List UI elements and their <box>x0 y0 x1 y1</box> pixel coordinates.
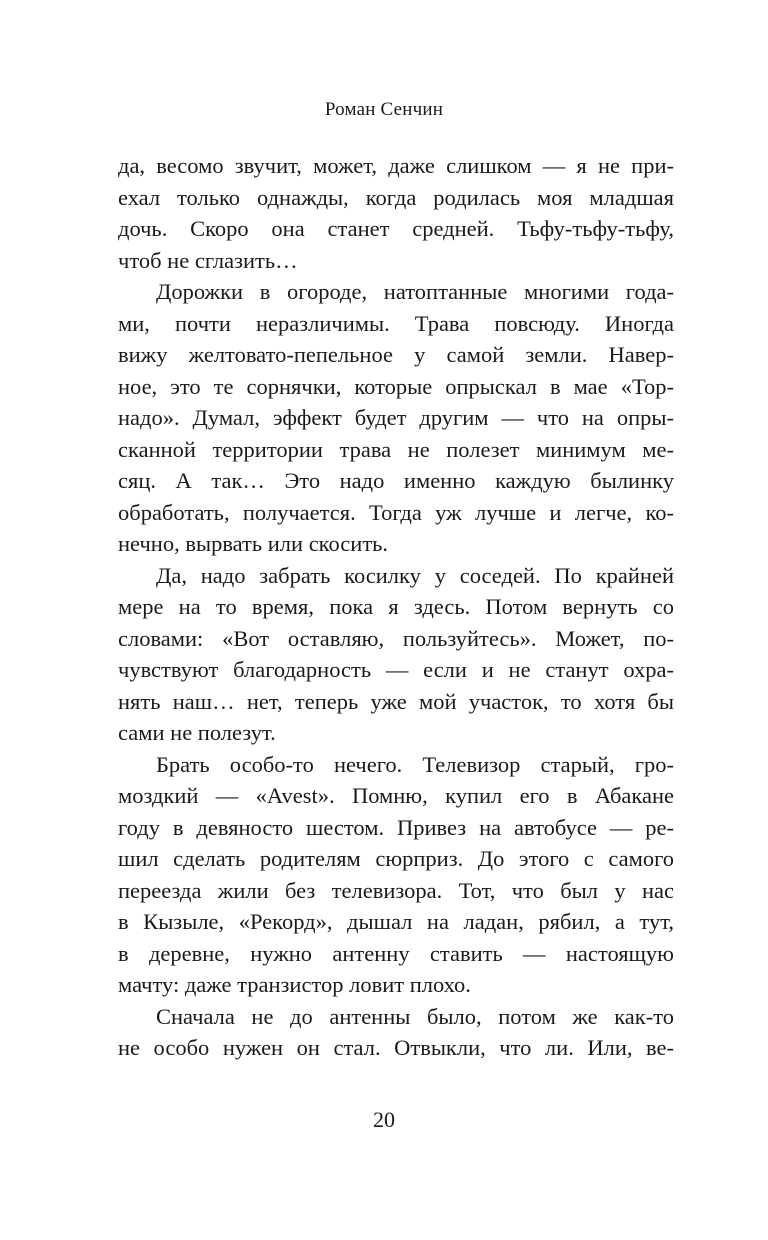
running-head: Роман Сенчин <box>324 99 444 120</box>
text-line: шил сделать родителям сюрприз. До этого с самого <box>118 846 674 871</box>
text-line: ное, это те сорнячки, которые опрыскал в мае «Тор- <box>118 373 674 399</box>
text-line: в деревне, нужно антенну ставить — настоящую <box>118 940 674 966</box>
text-line: чувствуют благодарность — если и не станут охра- <box>118 657 674 682</box>
text-line: чтоб не сглазить… <box>118 247 298 273</box>
text-line: Сначала не до антенны было, потом же как-то <box>156 1003 674 1029</box>
text-line: сяц. А так… Это надо именно каждую былинку <box>118 468 674 493</box>
page-number: 20 <box>373 1107 395 1132</box>
text-line: да, весомо звучит, может, даже слишком — я не при- <box>118 153 674 178</box>
text-line: Брать особо-то нечего. Телевизор старый, гро- <box>156 751 674 777</box>
text-line: в Кызыле, «Рекорд», дышал на ладан, рябил, а тут, <box>118 909 674 934</box>
text-line: моздкий — «Avest». Помню, купил его в Абакане <box>118 783 674 808</box>
text-line: Да, надо забрать косилку у соседей. По крайней <box>156 562 674 588</box>
text-line: не особо нужен он стал. Отвыкли, что ли. Или, ве- <box>118 1035 674 1060</box>
text-line: сами не полезут. <box>118 720 276 745</box>
text-line: мере на то время, пока я здесь. Потом вернуть со <box>118 594 674 619</box>
body-text <box>118 150 674 1064</box>
text-line: надо». Думал, эффект будет другим — что на опры- <box>118 405 674 430</box>
text-line: вижу желтовато-пепельное у самой земли. Навер- <box>118 342 674 367</box>
text-line: обработать, получается. Тогда уж лучше и легче, ко- <box>118 499 674 525</box>
text-line: Дорожки в огороде, натоптанные многими года- <box>156 279 674 304</box>
text-line: году в девяносто шестом. Привез на автобусе — ре- <box>118 814 674 840</box>
text-line: ехал только однажды, когда родилась моя младшая <box>118 184 674 210</box>
text-line: словами: «Вот оставляю, пользуйтесь». Может, по- <box>118 625 674 651</box>
text-line: мачту: даже транзистор ловит плохо. <box>118 972 471 997</box>
text-line: переезда жили без телевизора. Тот, что был у нас <box>118 877 674 903</box>
text-line: ми, почти неразличимы. Трава повсюду. Иногда <box>118 310 674 336</box>
text-line: дочь. Скоро она станет средней. Тьфу-тьфу-тьфу, <box>118 216 674 241</box>
text-line: сканной территории трава не полезет минимум ме- <box>118 436 674 462</box>
text-line: нять наш… нет, теперь уже мой участок, то хотя бы <box>118 688 674 714</box>
text-line: нечно, вырвать или скосить. <box>118 531 389 556</box>
